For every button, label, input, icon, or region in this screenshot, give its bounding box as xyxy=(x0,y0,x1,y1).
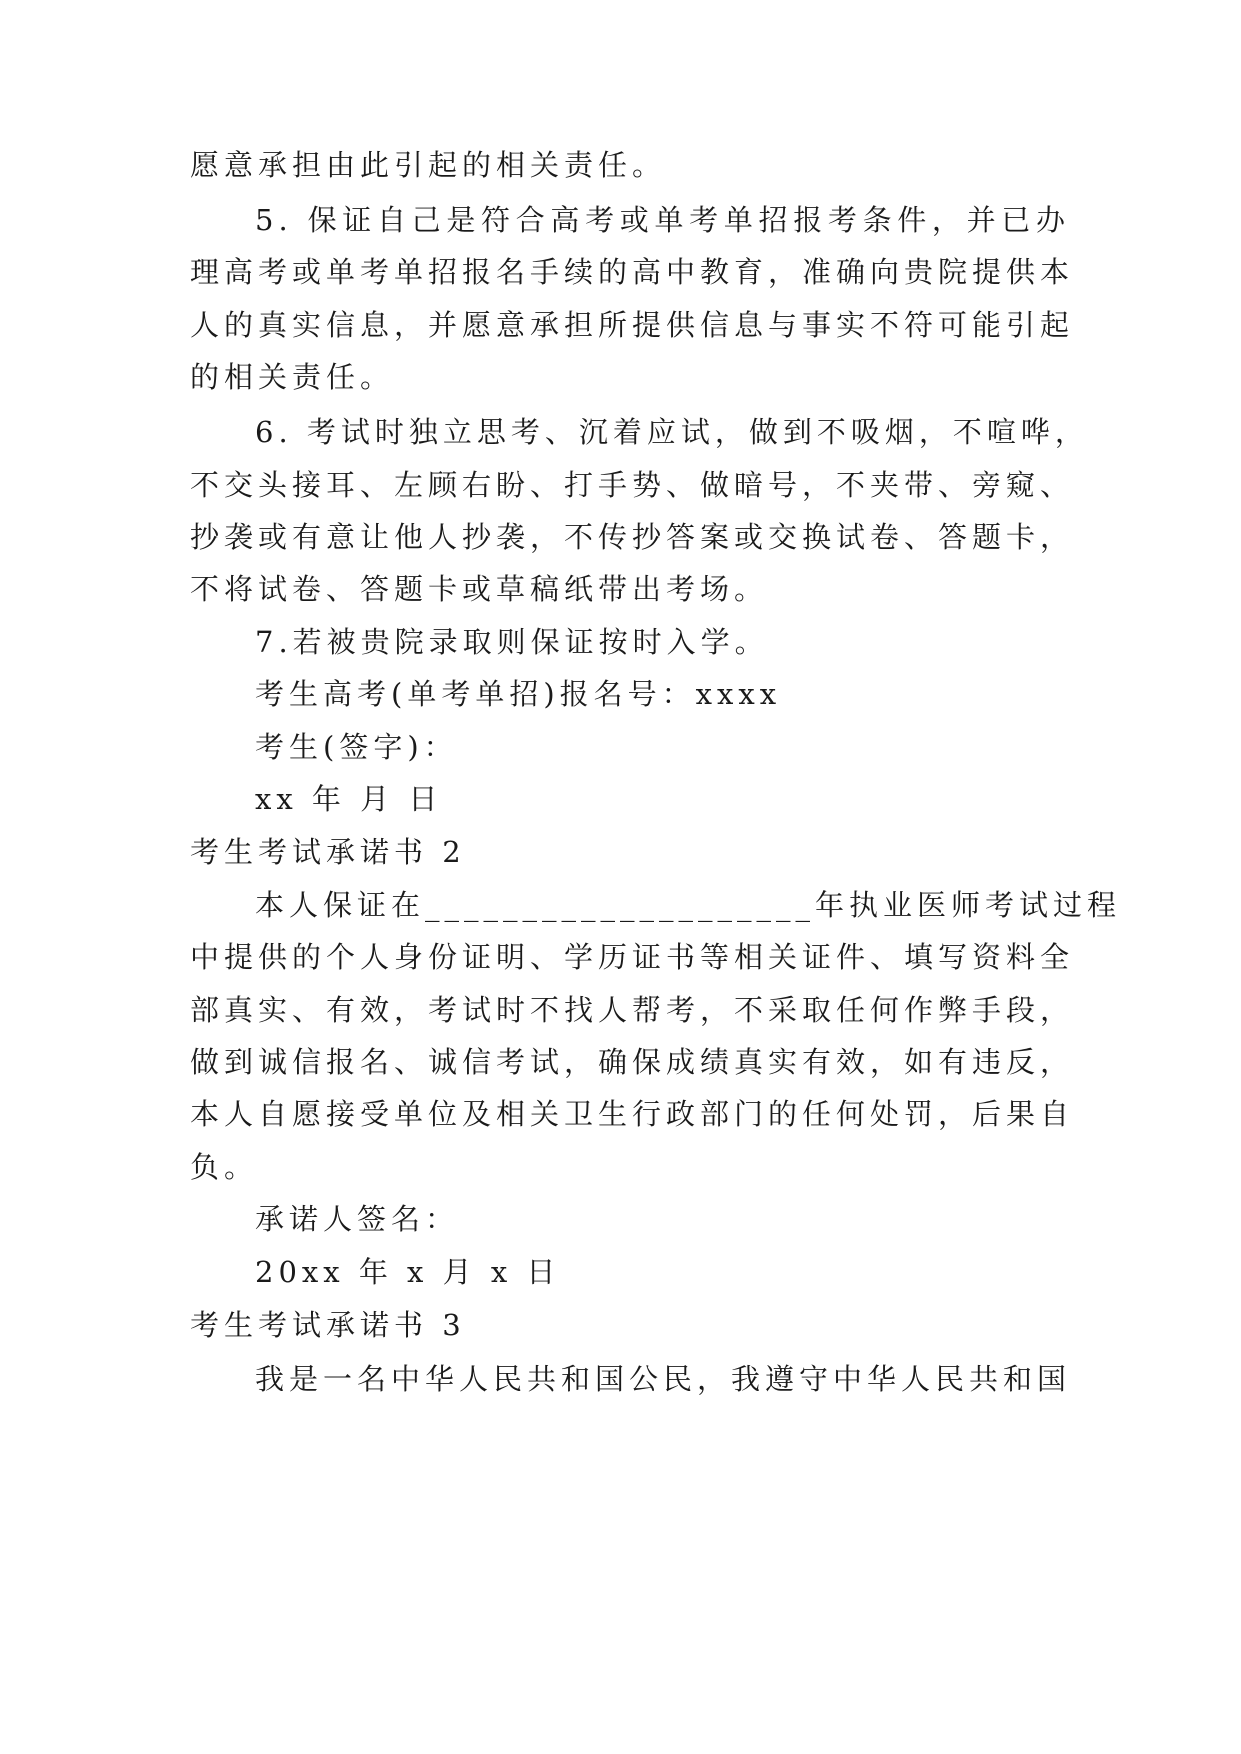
registration-number-line: 考生高考(单考单招)报名号：xxxx xyxy=(255,677,782,711)
paragraph-line: 人的真实信息，并愿意承担所提供信息与事实不符可能引起 xyxy=(190,308,1075,342)
paragraph-line: 中提供的个人身份证明、学历证书等相关证件、填写资料全 xyxy=(190,940,1075,974)
paragraph-line: 我是一名中华人民共和国公民，我遵守中华人民共和国 xyxy=(255,1362,1072,1396)
paragraph-line: 本人保证在____________________年执业医师考试过程 xyxy=(255,888,1122,922)
paragraph-line: 部真实、有效，考试时不找人帮考，不采取任何作弊手段， xyxy=(190,993,1075,1027)
signature-line: 承诺人签名： xyxy=(255,1202,460,1236)
date-line: xx 年 月 日 xyxy=(255,782,443,816)
section-heading: 考生考试承诺书 3 xyxy=(190,1308,466,1342)
date-line: 20xx 年 x 月 x 日 xyxy=(255,1255,561,1289)
paragraph-line: 的相关责任。 xyxy=(190,360,395,394)
paragraph-line: 不将试卷、答题卡或草稿纸带出考场。 xyxy=(190,572,769,606)
section-heading: 考生考试承诺书 2 xyxy=(190,835,466,869)
paragraph-line: 抄袭或有意让他人抄袭，不传抄答案或交换试卷、答题卡， xyxy=(190,520,1075,554)
paragraph-line: 负。 xyxy=(190,1150,259,1184)
paragraph-line: 7.若被贵院录取则保证按时入学。 xyxy=(255,625,769,659)
paragraph-line: 理高考或单考单招报名手续的高中教育，准确向贵院提供本 xyxy=(190,255,1075,289)
paragraph-line: 做到诚信报名、诚信考试，确保成绩真实有效，如有违反， xyxy=(190,1045,1075,1079)
paragraph-line: 愿意承担由此引起的相关责任。 xyxy=(190,148,667,182)
paragraph-line: 本人自愿接受单位及相关卫生行政部门的任何处罚，后果自 xyxy=(190,1097,1075,1131)
paragraph-line: 不交头接耳、左顾右盼、打手势、做暗号，不夹带、旁窥、 xyxy=(190,468,1075,502)
signature-line: 考生(签字)： xyxy=(255,730,458,764)
paragraph-line: 6. 考试时独立思考、沉着应试，做到不吸烟，不喧哗， xyxy=(255,415,1089,449)
paragraph-line: 5. 保证自己是符合高考或单考单招报考条件，并已办 xyxy=(255,203,1070,237)
